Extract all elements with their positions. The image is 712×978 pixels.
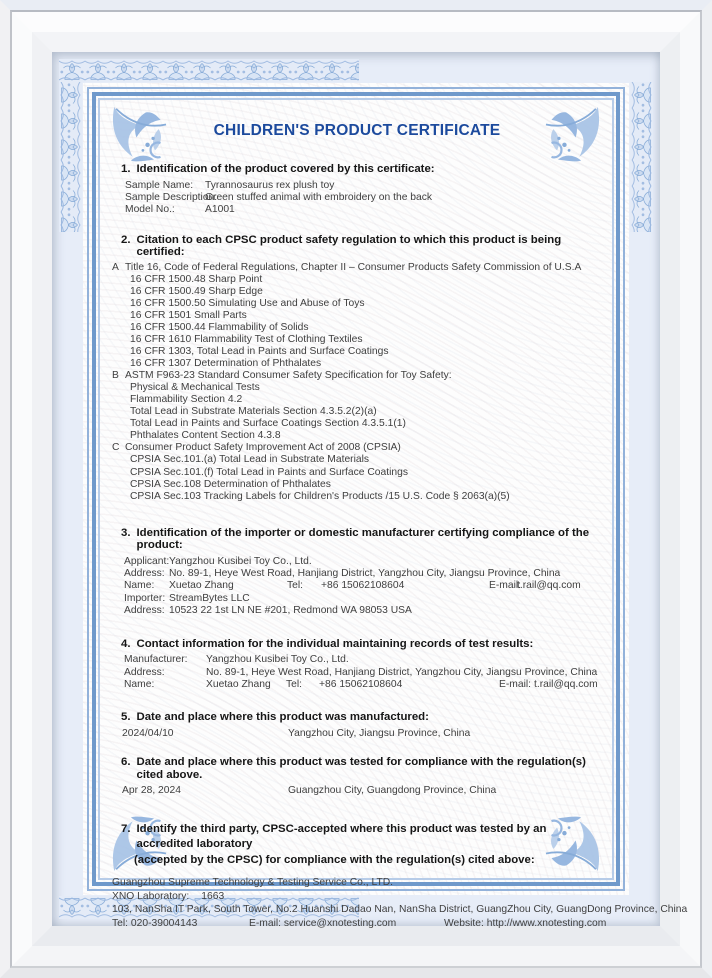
name-label: Name: bbox=[124, 580, 155, 592]
section-5-heading: 5. Date and place where this product was manufactured: bbox=[121, 711, 429, 724]
citation-item: 16 CFR 1307 Determination of Phthalates bbox=[130, 358, 322, 370]
address-value: 10523 22 1st LN NE #201, Redmond WA 98053 USA bbox=[169, 605, 412, 617]
manufacture-place: Yangzhou City, Jiangsu Province, China bbox=[288, 727, 471, 739]
section-6-heading: 6. Date and place where this product was tested for compliance with the regulation(s) cited above. bbox=[121, 756, 586, 781]
citation-group-b: B ASTM F963-23 Standard Consumer Safety Specification for Toy Safety: bbox=[112, 370, 452, 382]
section-4-heading: 4. Contact information for the individual maintaining records of test results: bbox=[121, 637, 534, 650]
section-7-heading-line2: (accepted by the CPSC) for compliance with the regulation(s) cited above: bbox=[134, 853, 535, 866]
lace-border-left bbox=[59, 82, 82, 232]
certificate-title: CHILDREN'S PRODUCT CERTIFICATE bbox=[213, 122, 501, 139]
section-1-rows bbox=[110, 180, 604, 217]
sample-name-label: Sample Name: bbox=[125, 179, 194, 191]
applicant-value: Yangzhou Kusibei Toy Co., Ltd. bbox=[169, 555, 312, 567]
manufacturer-contact-row bbox=[110, 679, 604, 691]
citation-item: Total Lead in Substrate Materials Section 4.3.5.2(2)(a) bbox=[130, 406, 377, 418]
section-1-heading: 1. Identification of the product covered by this certificate: bbox=[121, 163, 435, 175]
laboratory-block bbox=[110, 876, 688, 930]
address-value: No. 89-1, Heye West Road, Hanjiang District, Yangzhou City, Jiangsu Province, China bbox=[206, 666, 598, 678]
applicant-contact-row bbox=[110, 580, 604, 592]
sample-name-row bbox=[110, 180, 604, 192]
applicant-address-row bbox=[110, 568, 604, 580]
manufacturer-address-row bbox=[110, 667, 604, 679]
lace-border-top bbox=[59, 59, 359, 82]
citation-item: 16 CFR 1501 Small Parts bbox=[130, 309, 247, 321]
citation-item: 16 CFR 1500.50 Simulating Use and Abuse of Toys bbox=[130, 297, 365, 309]
lace-border-right bbox=[630, 82, 653, 232]
citation-item: 16 CFR 1500.49 Sharp Edge bbox=[130, 285, 263, 297]
laboratory-tel: Tel: 020-39004143 bbox=[112, 918, 198, 929]
laboratory-contact-row bbox=[112, 917, 607, 931]
manufacturer-value: Yangzhou Kusibei Toy Co., Ltd. bbox=[206, 654, 349, 666]
model-no-value: A1001 bbox=[205, 204, 235, 216]
citation-item: Physical & Mechanical Tests bbox=[130, 382, 260, 394]
laboratory-website: Website: http://www.xnotesting.com bbox=[444, 918, 607, 929]
email-label: E-mail: bbox=[499, 679, 532, 690]
name-label: Name: bbox=[124, 679, 155, 690]
importer-label: Importer: bbox=[124, 592, 166, 604]
section-2-heading: 2. Citation to each CPSC product safety regulation to which this product is being certified: bbox=[121, 233, 562, 259]
citation-item: 16 CFR 1500.44 Flammability of Solids bbox=[130, 321, 309, 333]
name-value: Xuetao Zhang bbox=[169, 580, 234, 592]
tel-value: +86 15062108604 bbox=[319, 679, 403, 690]
applicant-label: Applicant: bbox=[124, 555, 170, 567]
citation-group-c: C Consumer Product Safety Improvement Act of 2008 (CPSIA) bbox=[112, 442, 401, 454]
section-3-heading: 3. Identification of the importer or domestic manufacturer certifying compliance of the product: bbox=[121, 526, 590, 552]
tel-label: Tel: bbox=[286, 679, 303, 690]
citation-item: CPSIA Sec.101.(f) Total Lead in Paints and Surface Coatings bbox=[130, 466, 408, 478]
citation-item: Total Lead in Paints and Surface Coatings Section 4.3.5.1(1) bbox=[130, 418, 406, 430]
citation-list bbox=[110, 262, 604, 503]
laboratory-number-label: XNO Laboratory: bbox=[112, 890, 190, 902]
section-5-rows bbox=[110, 728, 604, 740]
email-value: t.rail@qq.com bbox=[517, 580, 581, 592]
inner-border bbox=[92, 92, 688, 929]
citation-item: CPSIA Sec.108 Determination of Phthalates bbox=[130, 478, 331, 490]
sample-description-value: Green stuffed animal with embroidery on the back bbox=[205, 191, 433, 203]
section-7-heading: 7. Identify the third party, CPSC-accepted where this product was tested by an accredited laboratory bbox=[121, 822, 547, 851]
name-value: Xuetao Zhang bbox=[206, 679, 271, 690]
model-no-label: Model No.: bbox=[125, 204, 175, 216]
manufacture-date: 2024/04/10 bbox=[122, 727, 174, 739]
certificate-body bbox=[100, 100, 688, 929]
manufacture-date-row bbox=[110, 728, 604, 740]
laboratory-number-row bbox=[112, 890, 604, 904]
address-label: Address: bbox=[124, 666, 165, 678]
laboratory-address: 103, NanSha IT Park, South Tower, No.2 Huanshi Dadao Nan, NanSha District, GuangZhou City, GuangDong Province, China bbox=[112, 904, 688, 916]
address-label: Address: bbox=[124, 568, 165, 580]
citation-item: 16 CFR 1610 Flammability Test of Clothing Textiles bbox=[130, 334, 363, 345]
manufacturer-label: Manufacturer: bbox=[124, 654, 188, 666]
section-3-rows bbox=[110, 556, 604, 618]
section-1-number: 1. bbox=[121, 163, 131, 175]
citation-item: Phthalates Content Section 4.3.8 bbox=[130, 430, 281, 442]
email-value: t.rail@qq.com bbox=[534, 679, 598, 690]
citation-item: CPSIA Sec.103 Tracking Labels for Children's Products /15 U.S. Code § 2063(a)(5) bbox=[130, 490, 510, 502]
tel-value: +86 15062108604 bbox=[321, 580, 405, 592]
tel-label: Tel: bbox=[287, 580, 304, 592]
sample-description-label: Sample Description: bbox=[125, 191, 218, 203]
test-date-row bbox=[110, 785, 604, 797]
email-label: E-mail: bbox=[489, 580, 522, 592]
certificate-paper bbox=[52, 52, 688, 929]
sample-description-row bbox=[110, 192, 604, 204]
sample-name-value: Tyrannosaurus rex plush toy bbox=[205, 179, 335, 191]
importer-row bbox=[110, 593, 604, 605]
section-6-rows bbox=[110, 785, 604, 797]
test-place: Guangzhou City, Guangdong Province, China bbox=[288, 785, 497, 797]
model-no-row bbox=[110, 204, 604, 216]
laboratory-name: Guangzhou Supreme Technology & Testing Service Co., LTD. bbox=[112, 877, 394, 889]
citation-item: Flammability Section 4.2 bbox=[130, 394, 243, 406]
citation-item: CPSIA Sec.101.(a) Total Lead in Substrate Materials bbox=[130, 454, 370, 466]
citation-item: 16 CFR 1500.48 Sharp Point bbox=[130, 273, 263, 285]
citation-item: 16 CFR 1303, Total Lead in Paints and Surface Coatings bbox=[130, 346, 389, 358]
importer-address-row bbox=[110, 605, 604, 617]
address-label: Address: bbox=[124, 605, 165, 617]
manufacturer-row bbox=[110, 654, 604, 666]
laboratory-email: E-mail: service@xnotesting.com bbox=[249, 918, 397, 929]
citation-group-a: A Title 16, Code of Federal Regulations, Chapter II – Consumer Products Safety Commission of U.S.A bbox=[112, 261, 582, 273]
applicant-row bbox=[110, 556, 604, 568]
test-date: Apr 28, 2024 bbox=[122, 785, 181, 797]
address-value: No. 89-1, Heye West Road, Hanjiang District, Yangzhou City, Jiangsu Province, China bbox=[169, 568, 561, 580]
laboratory-number-value: 1663 bbox=[201, 890, 225, 902]
importer-value: StreamBytes LLC bbox=[169, 592, 250, 604]
section-4-rows bbox=[110, 654, 604, 691]
